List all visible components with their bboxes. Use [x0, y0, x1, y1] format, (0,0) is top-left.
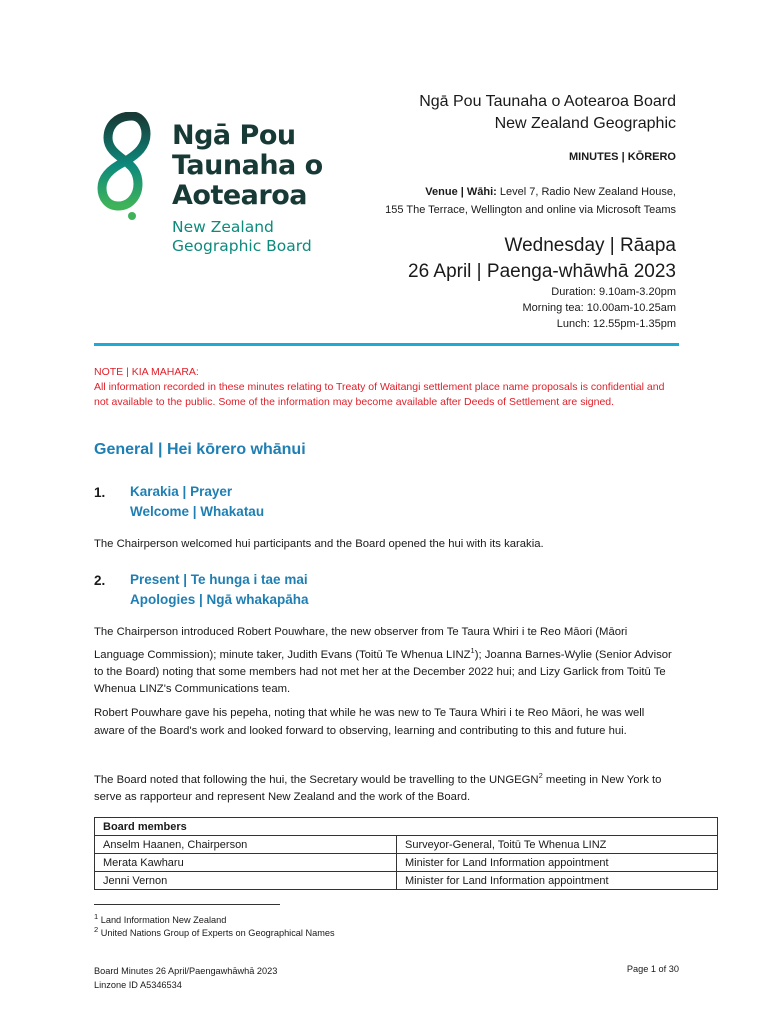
section-heading: General | Hei kōrero whānui [94, 441, 306, 458]
item-heading: Present | Te hunga i tae mai Apologies | Ngā whakapāha [130, 572, 309, 607]
header-divider [94, 343, 679, 346]
item-number: 2. [94, 573, 106, 588]
table-row [95, 836, 718, 854]
paragraph: The Chairperson welcomed hui participants and the Board opened the hui with its karakia. [94, 538, 544, 550]
paragraph: The Chairperson introduced Robert Pouwhare, the new observer from Te Taura Whiri i te Reo Māori (Māori Language Commission); minute taker, Judith Evans (Toitū Te Whenua LINZ$^1$); Joanna Barnes-Wylie (Senior Advisor to the Board) noting that some members had not met her at the December 2022 hui; and Lizy Garlick from Toitū Te Whenua LINZ's Communications team. [94, 626, 672, 696]
geographic-board-logo-icon [94, 112, 160, 222]
meeting-date: Wednesday | Rāapa 26 April | Paenga-whāwhā 2023 [408, 235, 676, 282]
table-header-row [95, 818, 718, 836]
table-row [95, 854, 718, 872]
member-role: Minister for Land Information appointment [397, 872, 718, 890]
footnote-ref[interactable]: 2 [538, 771, 543, 780]
member-name: Jenni Vernon [95, 872, 397, 890]
footnote-ref[interactable]: 1 [470, 645, 475, 655]
member-name: Anselm Haanen, Chairperson [95, 836, 397, 854]
footnote: $^2$ United Nations Group of Experts on Geographical Names [94, 925, 335, 939]
footnote-divider [94, 904, 280, 905]
venue: Venue | Wāhi: Level 7, Radio New Zealand House, 155 The Terrace, Wellington and online via Microsoft Teams [385, 186, 676, 216]
member-role: Minister for Land Information appointment [397, 854, 718, 872]
item-number: 1. [94, 485, 106, 500]
item-heading: Karakia | Prayer Welcome | Whakatau [130, 484, 265, 519]
table-header: Board members [95, 818, 718, 836]
organization-name: Ngā Pou Taunaha o Aotearoa Board New Zealand Geographic [419, 93, 676, 132]
paragraph: The Board noted that following the hui, the Secretary would be travelling to the UNGEGN$^2$ meeting in New York to serve as rapporteur and represent New Zealand and the work of the Board. [94, 771, 662, 804]
page-number: Page 1 of 30 [626, 964, 679, 974]
logo-subtitle: New Zealand Geographic Board [172, 218, 312, 255]
board-members-table [94, 817, 718, 890]
footnote: $^1$ Land Information New Zealand [94, 912, 227, 926]
page-footer: Board Minutes 26 April/Paengawhāwhā 2023 Linzone ID A5346534 [94, 966, 278, 990]
logo-wordmark: Ngā Pou Taunaha o Aotearoa [172, 120, 323, 211]
table-row [95, 872, 718, 890]
member-name: Merata Kawharu [95, 854, 397, 872]
document-type: MINUTES | KŌRERO [569, 151, 676, 163]
paragraph: Robert Pouwhare gave his pepeha, noting that while he was new to Te Taura Whiri i te Reo Māori, he was well aware of the Board's work and looked forward to observing, learning and contributing to this and future hui. [94, 707, 645, 737]
member-role: Surveyor-General, Toitū Te Whenua LINZ [397, 836, 718, 854]
meeting-times: Duration: 9.10am-3.20pm Morning tea: 10.00am-10.25am Lunch: 12.55pm-1.35pm [522, 286, 676, 330]
confidentiality-note: NOTE | KIA MAHARA: All information recorded in these minutes relating to Treaty of Waitangi settlement place name proposals is confidential and not available to the public. Some of the information may become available after Deeds of Settlement are signed. [94, 366, 665, 408]
